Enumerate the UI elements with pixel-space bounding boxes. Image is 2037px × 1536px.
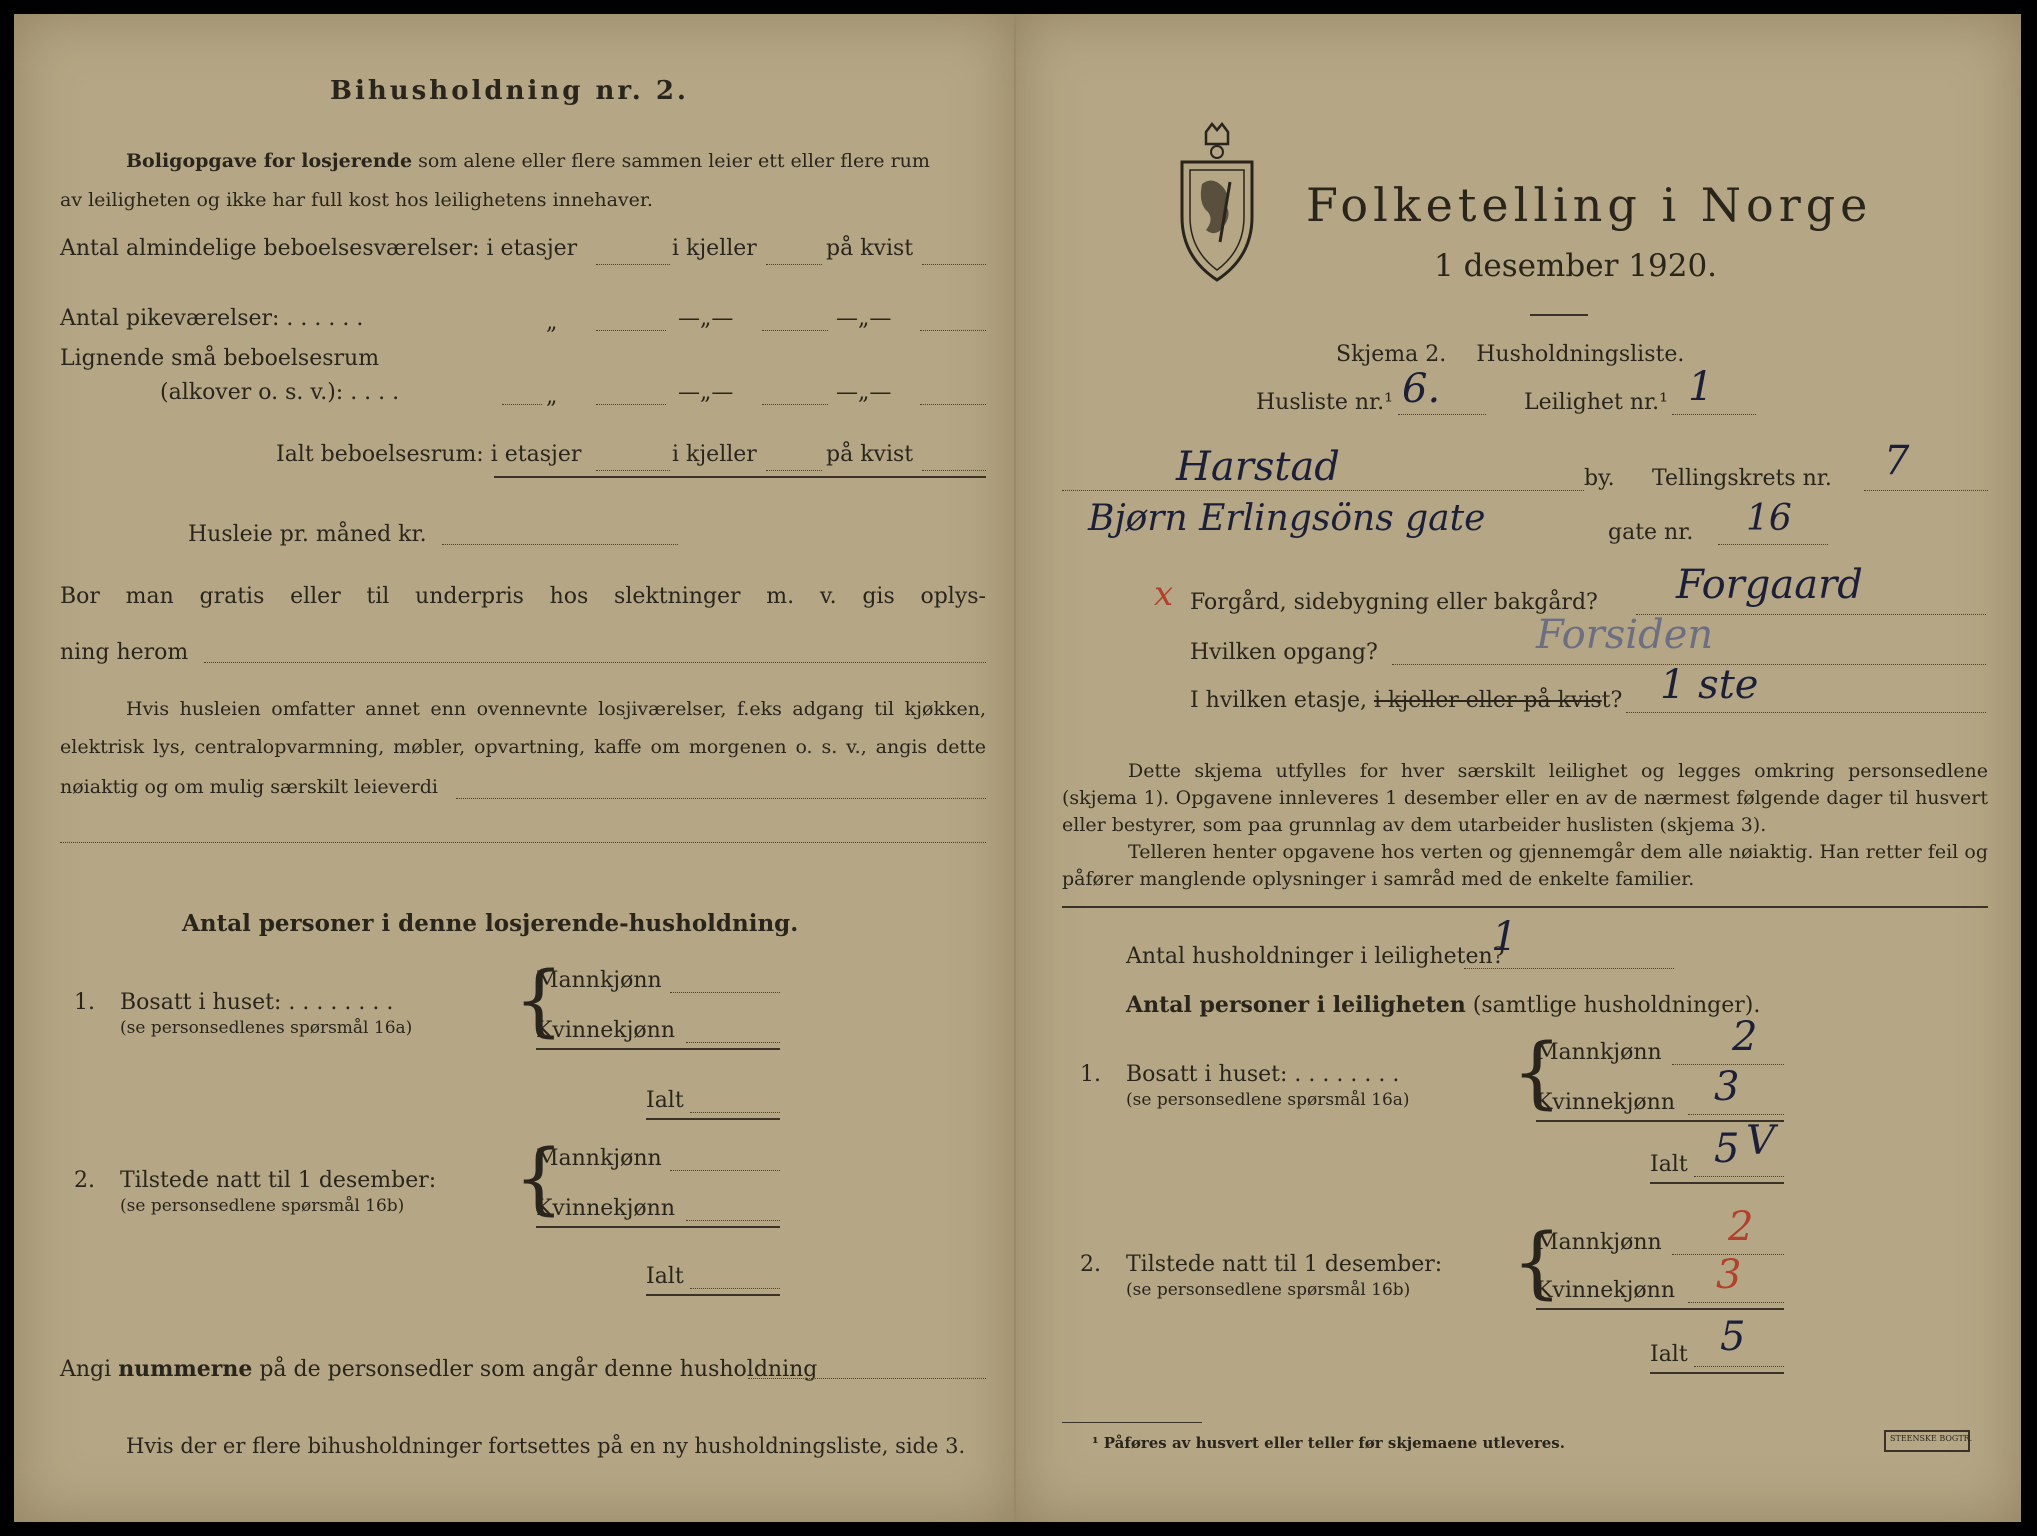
opgang-label: Hvilken opgang? xyxy=(1190,640,1378,665)
intro-bold: Boligopgave for losjerende xyxy=(126,150,413,172)
etasje-post: t? xyxy=(1601,688,1623,713)
left-item1-underline xyxy=(536,1048,780,1050)
pike-field-1 xyxy=(596,330,666,331)
right-item1-brace: { xyxy=(1512,1028,1562,1118)
left-item2-ialt: Ialt xyxy=(646,1264,684,1289)
ialt-etasjer-field xyxy=(596,470,670,471)
right-item1-kvinne-value: 3 xyxy=(1714,1064,1740,1110)
etasje-field xyxy=(1626,712,1986,713)
right-item2-mann: Mannkjønn xyxy=(1536,1230,1662,1255)
city-field xyxy=(1062,490,1584,491)
left-item2-kvinne-field xyxy=(686,1220,780,1221)
husleie-field xyxy=(442,544,678,545)
note-field-2 xyxy=(60,842,986,843)
gratis-line2: ning herom xyxy=(60,640,189,665)
right-item1-num: 1. xyxy=(1080,1062,1101,1087)
opgang-value: Forsiden xyxy=(1536,612,1714,658)
forgard-label: Forgård, sidebygning eller bakgård? xyxy=(1190,590,1598,615)
krets-value: 7 xyxy=(1884,438,1910,484)
left-item1-mann: Mannkjønn xyxy=(536,968,662,993)
left-item1-num: 1. xyxy=(74,990,95,1015)
small-field-3 xyxy=(920,404,986,405)
right-item1-ialt: Ialt xyxy=(1650,1152,1688,1177)
etasje-strike: i kjeller eller på kvis xyxy=(1373,688,1602,713)
leilighet-field xyxy=(1672,414,1756,415)
husliste-field xyxy=(1398,414,1486,415)
rooms-kvist-field xyxy=(922,264,986,265)
right-item1-ialt-underline xyxy=(1650,1182,1784,1184)
leilighet-value: 1 xyxy=(1688,364,1714,410)
left-item2-sub: (se personsedlene spørsmål 16b) xyxy=(120,1196,405,1216)
right-item1-check: V xyxy=(1746,1118,1775,1164)
left-item1-brace: { xyxy=(514,956,564,1046)
gratis-field xyxy=(204,662,986,663)
skjema-pre: Skjema 2. xyxy=(1336,342,1447,367)
ialt-kjeller-word: i kjeller xyxy=(672,442,757,467)
left-item1-kvinne-field xyxy=(686,1042,780,1043)
intro-rest: som alene eller flere sammen leier ett eller flere rum xyxy=(418,150,930,172)
pike-ditto: „ xyxy=(546,310,558,335)
note-line3: nøiaktig og om mulig særskilt leieverdi xyxy=(60,776,438,798)
instructions-1: Dette skjema utfylles for hver særskilt leilighet og legges omkring personsedlene (skjema 1). Opgavene innleveres 1 desember eller en av de nærmest følgende dager til husvert eller bestyrer, som paa grunnlag av dem utarbeider huslisten (skjema 3). xyxy=(1062,760,1988,836)
hush-field xyxy=(1464,968,1674,969)
angi-field xyxy=(748,1378,986,1379)
right-item1-ialt-field xyxy=(1694,1176,1784,1177)
note-line1: Hvis husleien omfatter annet enn ovennevnte losjiværelser, f.eks adgang til kjøkken, xyxy=(126,698,986,720)
left-item2-kvinne: Kvinnekjønn xyxy=(536,1196,675,1221)
left-item2-mann-field xyxy=(670,1170,780,1171)
right-item2-mann-value: 2 xyxy=(1728,1204,1754,1250)
right-item1-sub: (se personsedlene spørsmål 16a) xyxy=(1126,1090,1410,1110)
right-item2-kvinne-field xyxy=(1688,1302,1784,1303)
left-item2-mann: Mannkjønn xyxy=(536,1146,662,1171)
rooms-kjeller-word: i kjeller xyxy=(672,236,757,261)
rooms-kjeller-field xyxy=(766,264,822,265)
ialt-kvist-word: på kvist xyxy=(826,442,914,467)
gate-value: 16 xyxy=(1746,498,1792,539)
small-ditto: „ xyxy=(546,384,558,409)
gate-field xyxy=(1718,544,1828,545)
right-item1-label: Bosatt i huset: . . . . . . . . xyxy=(1126,1062,1400,1087)
instructions-2: Telleren henter opgavene hos verten og gjennemgår dem alle nøiaktig. Han retter feil og påfører manglende oplysninger i samråd med de enkelte familier. xyxy=(1062,841,1988,890)
ialt-kjeller-field xyxy=(766,470,822,471)
right-item2-ialt-value: 5 xyxy=(1720,1314,1746,1360)
pike-field-3 xyxy=(920,330,986,331)
note-line2: elektrisk lys, centralopvarmning, møbler, opvartning, kaffe om morgenen o. s. v., angis dette xyxy=(60,736,986,758)
right-item2-label: Tilstede natt til 1 desember: xyxy=(1126,1252,1443,1277)
right-item1-ialt-value: 5 xyxy=(1714,1126,1740,1172)
small-ditto-2: —„— xyxy=(678,380,734,405)
instructions-rule xyxy=(1062,906,1988,908)
left-item2-label: Tilstede natt til 1 desember: xyxy=(120,1168,437,1193)
date-rule xyxy=(1530,314,1588,316)
left-item2-brace: { xyxy=(514,1134,564,1224)
leilighet-label: Leilighet nr.¹ xyxy=(1524,390,1668,415)
angi-bold: nummerne xyxy=(118,1356,253,1382)
intro-line2: av leiligheten og ikke har full kost hos leilighetens innehaver. xyxy=(60,189,653,211)
street-value: Bjørn Erlingsöns gate xyxy=(1088,498,1486,539)
gratis-line1: Bor man gratis eller til underpris hos slektninger m. v. gis oplys- xyxy=(60,584,986,609)
forgard-mark: x xyxy=(1154,574,1174,614)
krets-field xyxy=(1864,490,1988,491)
right-persons-bold: Antal personer i leiligheten xyxy=(1126,992,1466,1018)
footnote-rule xyxy=(1062,1422,1202,1423)
angi-pre: Angi xyxy=(60,1357,112,1382)
right-item2-kvinne-value: 3 xyxy=(1716,1252,1742,1298)
right-date: 1 desember 1920. xyxy=(1434,248,1718,284)
left-item1-ialt: Ialt xyxy=(646,1088,684,1113)
rooms-label: Antal almindelige beboelsesværelser: i etasjer xyxy=(60,236,578,261)
hush-label: Antal husholdninger i leiligheten? xyxy=(1126,944,1505,969)
left-persons-heading: Antal personer i denne losjerende-husholdning. xyxy=(182,910,799,937)
coat-of-arms-icon xyxy=(1176,122,1258,282)
right-item2-ialt-underline xyxy=(1650,1372,1784,1374)
small-ditto-3: —„— xyxy=(836,380,892,405)
city-value: Harstad xyxy=(1176,444,1340,490)
pike-label: Antal pikeværelser: . . . . . . xyxy=(60,306,364,331)
right-item2-kvinne: Kvinnekjønn xyxy=(1536,1278,1675,1303)
husleie-label: Husleie pr. måned kr. xyxy=(188,522,427,547)
etasje-value: 1 ste xyxy=(1660,662,1759,708)
right-item2-underline xyxy=(1536,1308,1784,1310)
right-item1-mann: Mannkjønn xyxy=(1536,1040,1662,1065)
gate-label: gate nr. xyxy=(1608,520,1694,545)
right-item2-brace: { xyxy=(1512,1218,1562,1308)
left-item1-ialt-underline xyxy=(646,1118,780,1120)
small-field-0 xyxy=(502,404,542,405)
note-field xyxy=(456,798,986,799)
right-item2-sub: (se personsedlene spørsmål 16b) xyxy=(1126,1280,1411,1300)
ialt-kvist-field xyxy=(922,470,986,471)
left-title: Bihusholdning nr. 2. xyxy=(330,76,689,106)
right-item2-num: 2. xyxy=(1080,1252,1101,1277)
small-field-1 xyxy=(596,404,666,405)
small-rooms-label-2: (alkover o. s. v.): . . . . xyxy=(160,380,400,405)
right-item2-ialt: Ialt xyxy=(1650,1342,1688,1367)
small-rooms-label-1: Lignende små beboelsesrum xyxy=(60,346,380,371)
ialt-rooms-label: Ialt beboelsesrum: i etasjer xyxy=(276,442,582,467)
hush-value: 1 xyxy=(1492,914,1518,960)
left-item1-kvinne: Kvinnekjønn xyxy=(536,1018,675,1043)
left-item2-underline xyxy=(536,1226,780,1228)
husliste-label: Husliste nr.¹ xyxy=(1256,390,1393,415)
krets-label: Tellingskrets nr. xyxy=(1652,466,1832,491)
footnote: ¹ Påføres av husvert eller teller før skjemaene utleveres. xyxy=(1092,1434,1565,1452)
husliste-value: 6. xyxy=(1402,366,1441,412)
left-page xyxy=(14,14,1014,1522)
left-item1-ialt-field xyxy=(690,1112,780,1113)
pike-ditto-2: —„— xyxy=(678,306,734,331)
left-item1-mann-field xyxy=(670,992,780,993)
rooms-kvist-word: på kvist xyxy=(826,236,914,261)
left-item2-ialt-underline xyxy=(646,1294,780,1296)
by-label: by. xyxy=(1584,466,1615,491)
right-title: Folketelling i Norge xyxy=(1306,178,1873,232)
printer-stamp-text: STEENSKE BOGTR. xyxy=(1890,1434,1973,1443)
angi-rest: på de personsedler som angår denne husholdning xyxy=(259,1357,818,1382)
right-item1-kvinne-field xyxy=(1688,1114,1784,1115)
printer-stamp xyxy=(1884,1430,1973,1452)
right-item2-ialt-field xyxy=(1694,1366,1784,1367)
left-item1-sub: (se personsedlenes spørsmål 16a) xyxy=(120,1018,413,1038)
right-item1-mann-value: 2 xyxy=(1732,1014,1758,1060)
right-item1-kvinne: Kvinnekjønn xyxy=(1536,1090,1675,1115)
skjema-post: Husholdningsliste. xyxy=(1476,342,1685,367)
small-field-2 xyxy=(762,404,828,405)
etasje-pre: I hvilken etasje, xyxy=(1190,688,1367,713)
left-item2-ialt-field xyxy=(690,1288,780,1289)
pike-field-2 xyxy=(762,330,828,331)
forgard-value: Forgaard xyxy=(1676,562,1863,608)
pike-ditto-3: —„— xyxy=(836,306,892,331)
left-footer: Hvis der er flere bihusholdninger fortsettes på en ny husholdningsliste, side 3. xyxy=(126,1434,966,1458)
left-item2-num: 2. xyxy=(74,1168,95,1193)
ialt-underline xyxy=(494,476,986,478)
right-page xyxy=(1016,14,2021,1522)
left-item1-label: Bosatt i huset: . . . . . . . . xyxy=(120,990,394,1015)
rooms-etasjer-field xyxy=(596,264,670,265)
right-persons-rest: (samtlige husholdninger). xyxy=(1472,993,1761,1018)
